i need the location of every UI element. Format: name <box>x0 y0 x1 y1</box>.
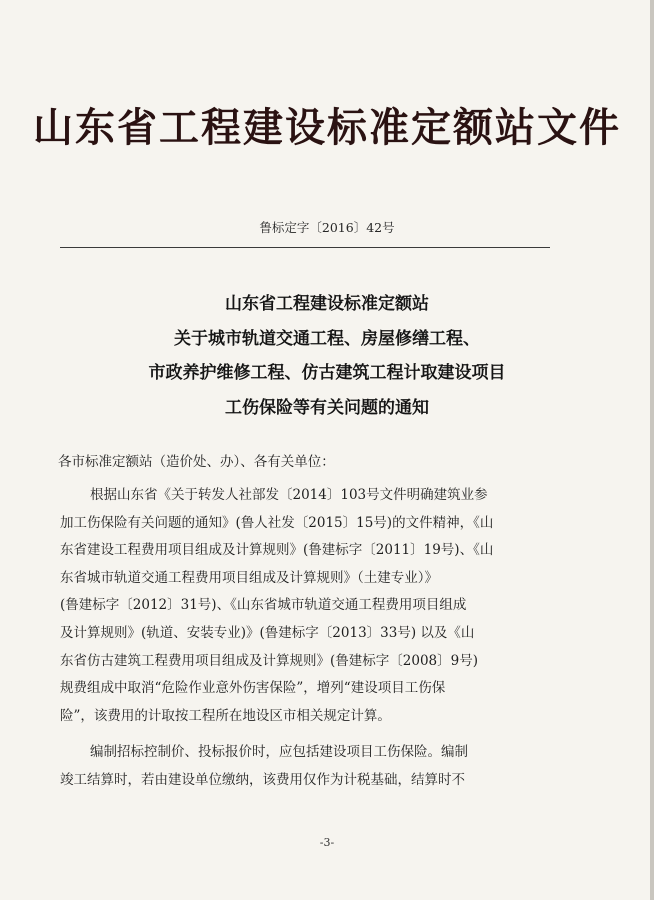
issuing-authority-title: 山东省工程建设标准定额站文件 <box>33 104 621 151</box>
paragraph-line: 根据山东省《关于转发人社部发〔2014〕103号文件明确建筑业参 <box>90 487 488 503</box>
header-divider <box>60 247 550 248</box>
notice-title-line: 山东省工程建设标准定额站 <box>225 294 429 314</box>
paragraph-line: 规费组成中取消“危险作业意外伤害保险”，增列“建设项目工伤保 <box>60 680 446 697</box>
notice-title-line: 工伤保险等有关问题的通知 <box>225 397 429 418</box>
addressee: 各市标准定额站（造价处、办）、各有关单位： <box>58 454 335 470</box>
paragraph-line: 险”，该费用的计取按工程所在地设区市相关规定计算。 <box>60 707 391 724</box>
paragraph-line: 东省仿古建筑工程费用项目组成及计算规则》(鲁建标字〔2008〕9号) <box>60 652 478 669</box>
paragraph-line: (鲁建标字〔2012〕31号)、《山东省城市轨道交通工程费用项目组成 <box>60 597 467 614</box>
body-paragraph-1 <box>60 482 493 730</box>
body-paragraph-2 <box>60 739 468 794</box>
paragraph-line: 东省建设工程费用项目组成及计算规则》(鲁建标字〔2011〕19号)、《山 <box>60 542 494 559</box>
notice-title <box>0 287 654 425</box>
paragraph-line: 东省城市轨道交通工程费用项目组成及计算规则》（土建专业）》 <box>60 569 438 586</box>
paragraph-line: 及计算规则》(轨道、安装专业)》(鲁建标字〔2013〕33号) 以及《山 <box>60 624 475 641</box>
paragraph-line: 加工伤保险有关问题的通知》(鲁人社发〔2015〕15号)的文件精神，《山 <box>60 514 494 531</box>
paragraph-line: 编制招标控制价、投标报价时，应包括建设项目工伤保险。编制 <box>90 744 468 760</box>
paragraph-line: 竣工结算时，若由建设单位缴纳，该费用仅作为计税基础，结算时不 <box>60 771 465 788</box>
notice-title-line: 市政养护维修工程、仿古建筑工程计取建设项目 <box>148 363 506 383</box>
page-number: -3- <box>319 836 335 849</box>
notice-title-line: 关于城市轨道交通工程、房屋修缮工程、 <box>174 328 480 349</box>
document-number: 鲁标定字〔2016〕42号 <box>259 220 395 235</box>
